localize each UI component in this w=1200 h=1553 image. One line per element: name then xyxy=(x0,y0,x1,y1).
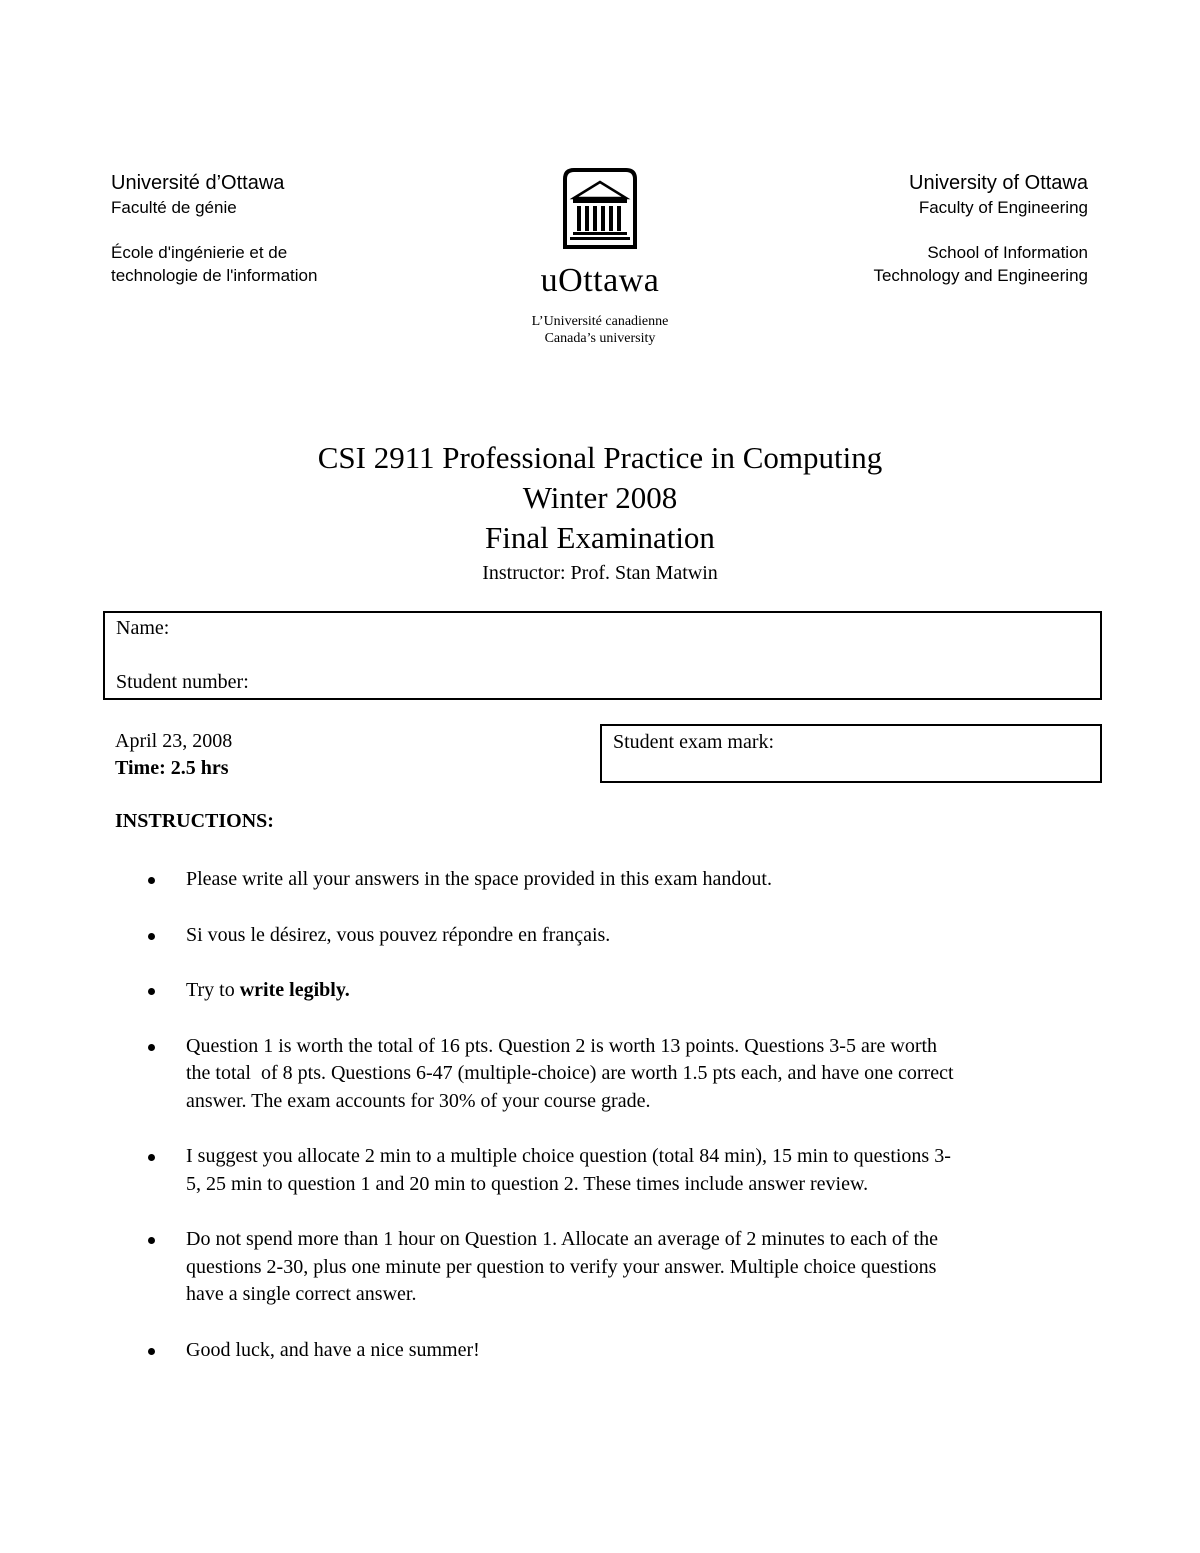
list-item: I suggest you allocate 2 min to a multiple choice question (total 84 min), 15 min to questions 3- 5, 25 min to question 1 and 20 min to question 2. These times include answer review. xyxy=(146,1143,1101,1198)
exam-date: April 23, 2008 xyxy=(115,730,233,752)
university-building-icon xyxy=(562,165,638,249)
instructor-line: Instructor: Prof. Stan Matwin xyxy=(482,562,718,584)
exam-mark-box[interactable] xyxy=(600,724,1102,783)
bullet-icon xyxy=(148,1237,155,1244)
bullet-icon xyxy=(148,1348,155,1355)
bullet-icon xyxy=(148,988,155,995)
logo-tagline-fr: L’Université canadienne xyxy=(531,314,669,329)
instructions-list xyxy=(146,866,1101,1392)
school-name-fr-line1: École d'ingénierie et de xyxy=(111,243,288,262)
faculty-name-en: Faculty of Engineering xyxy=(918,198,1088,217)
list-item: Si vous le désirez, vous pouvez répondre en français. xyxy=(146,922,1101,950)
student-info-box[interactable] xyxy=(103,611,1102,700)
exam-title: Final Examination xyxy=(485,520,715,555)
bullet-icon xyxy=(148,877,155,884)
exam-mark-label: Student exam mark: xyxy=(613,731,775,753)
exam-date-time xyxy=(115,728,232,782)
uottawa-logo xyxy=(500,165,700,347)
school-name-fr-line2: technologie de l'information xyxy=(111,266,318,285)
exam-title-block xyxy=(0,438,1200,588)
emphasis-text: write legibly. xyxy=(239,979,350,1001)
instructions-heading: INSTRUCTIONS: xyxy=(115,810,274,832)
list-item: Question 1 is worth the total of 16 pts. Question 2 is worth 13 points. Questions 3-5 are worth the total of 8 pts. Questions 6-47 (multiple-choice) are worth 1.5 pts each, and have one correct answer. The exam accounts for 30% of your course grade. xyxy=(146,1033,1101,1116)
course-title: CSI 2911 Professional Practice in Computing xyxy=(317,440,883,475)
school-name-en-line2: Technology and Engineering xyxy=(873,266,1088,285)
university-name-en: University of Ottawa xyxy=(909,172,1088,194)
list-item: Good luck, and have a nice summer! xyxy=(146,1337,1101,1365)
term-title: Winter 2008 xyxy=(522,480,678,515)
faculty-name-fr: Faculté de génie xyxy=(111,198,237,217)
bullet-icon xyxy=(148,933,155,940)
student-number-label: Student number: xyxy=(116,671,249,693)
logo-wordmark: uOttawa xyxy=(540,262,660,299)
list-item: Do not spend more than 1 hour on Question 1. Allocate an average of 2 minutes to each of the questions 2-30, plus one minute per question to verify your answer. Multiple choice questions have a single correct answer. xyxy=(146,1226,1101,1309)
list-item: Try to write legibly. xyxy=(146,977,1101,1005)
bullet-icon xyxy=(148,1154,155,1161)
list-item: Please write all your answers in the space provided in this exam handout. xyxy=(146,866,1101,894)
logo-tagline-en: Canada’s university xyxy=(544,331,656,346)
name-label: Name: xyxy=(116,617,170,639)
header-right xyxy=(780,170,1088,287)
exam-duration: Time: 2.5 hrs xyxy=(115,757,229,779)
header-left xyxy=(111,170,431,287)
university-name-fr: Université d’Ottawa xyxy=(111,172,285,194)
school-name-en-line1: School of Information xyxy=(927,243,1088,262)
bullet-icon xyxy=(148,1044,155,1051)
